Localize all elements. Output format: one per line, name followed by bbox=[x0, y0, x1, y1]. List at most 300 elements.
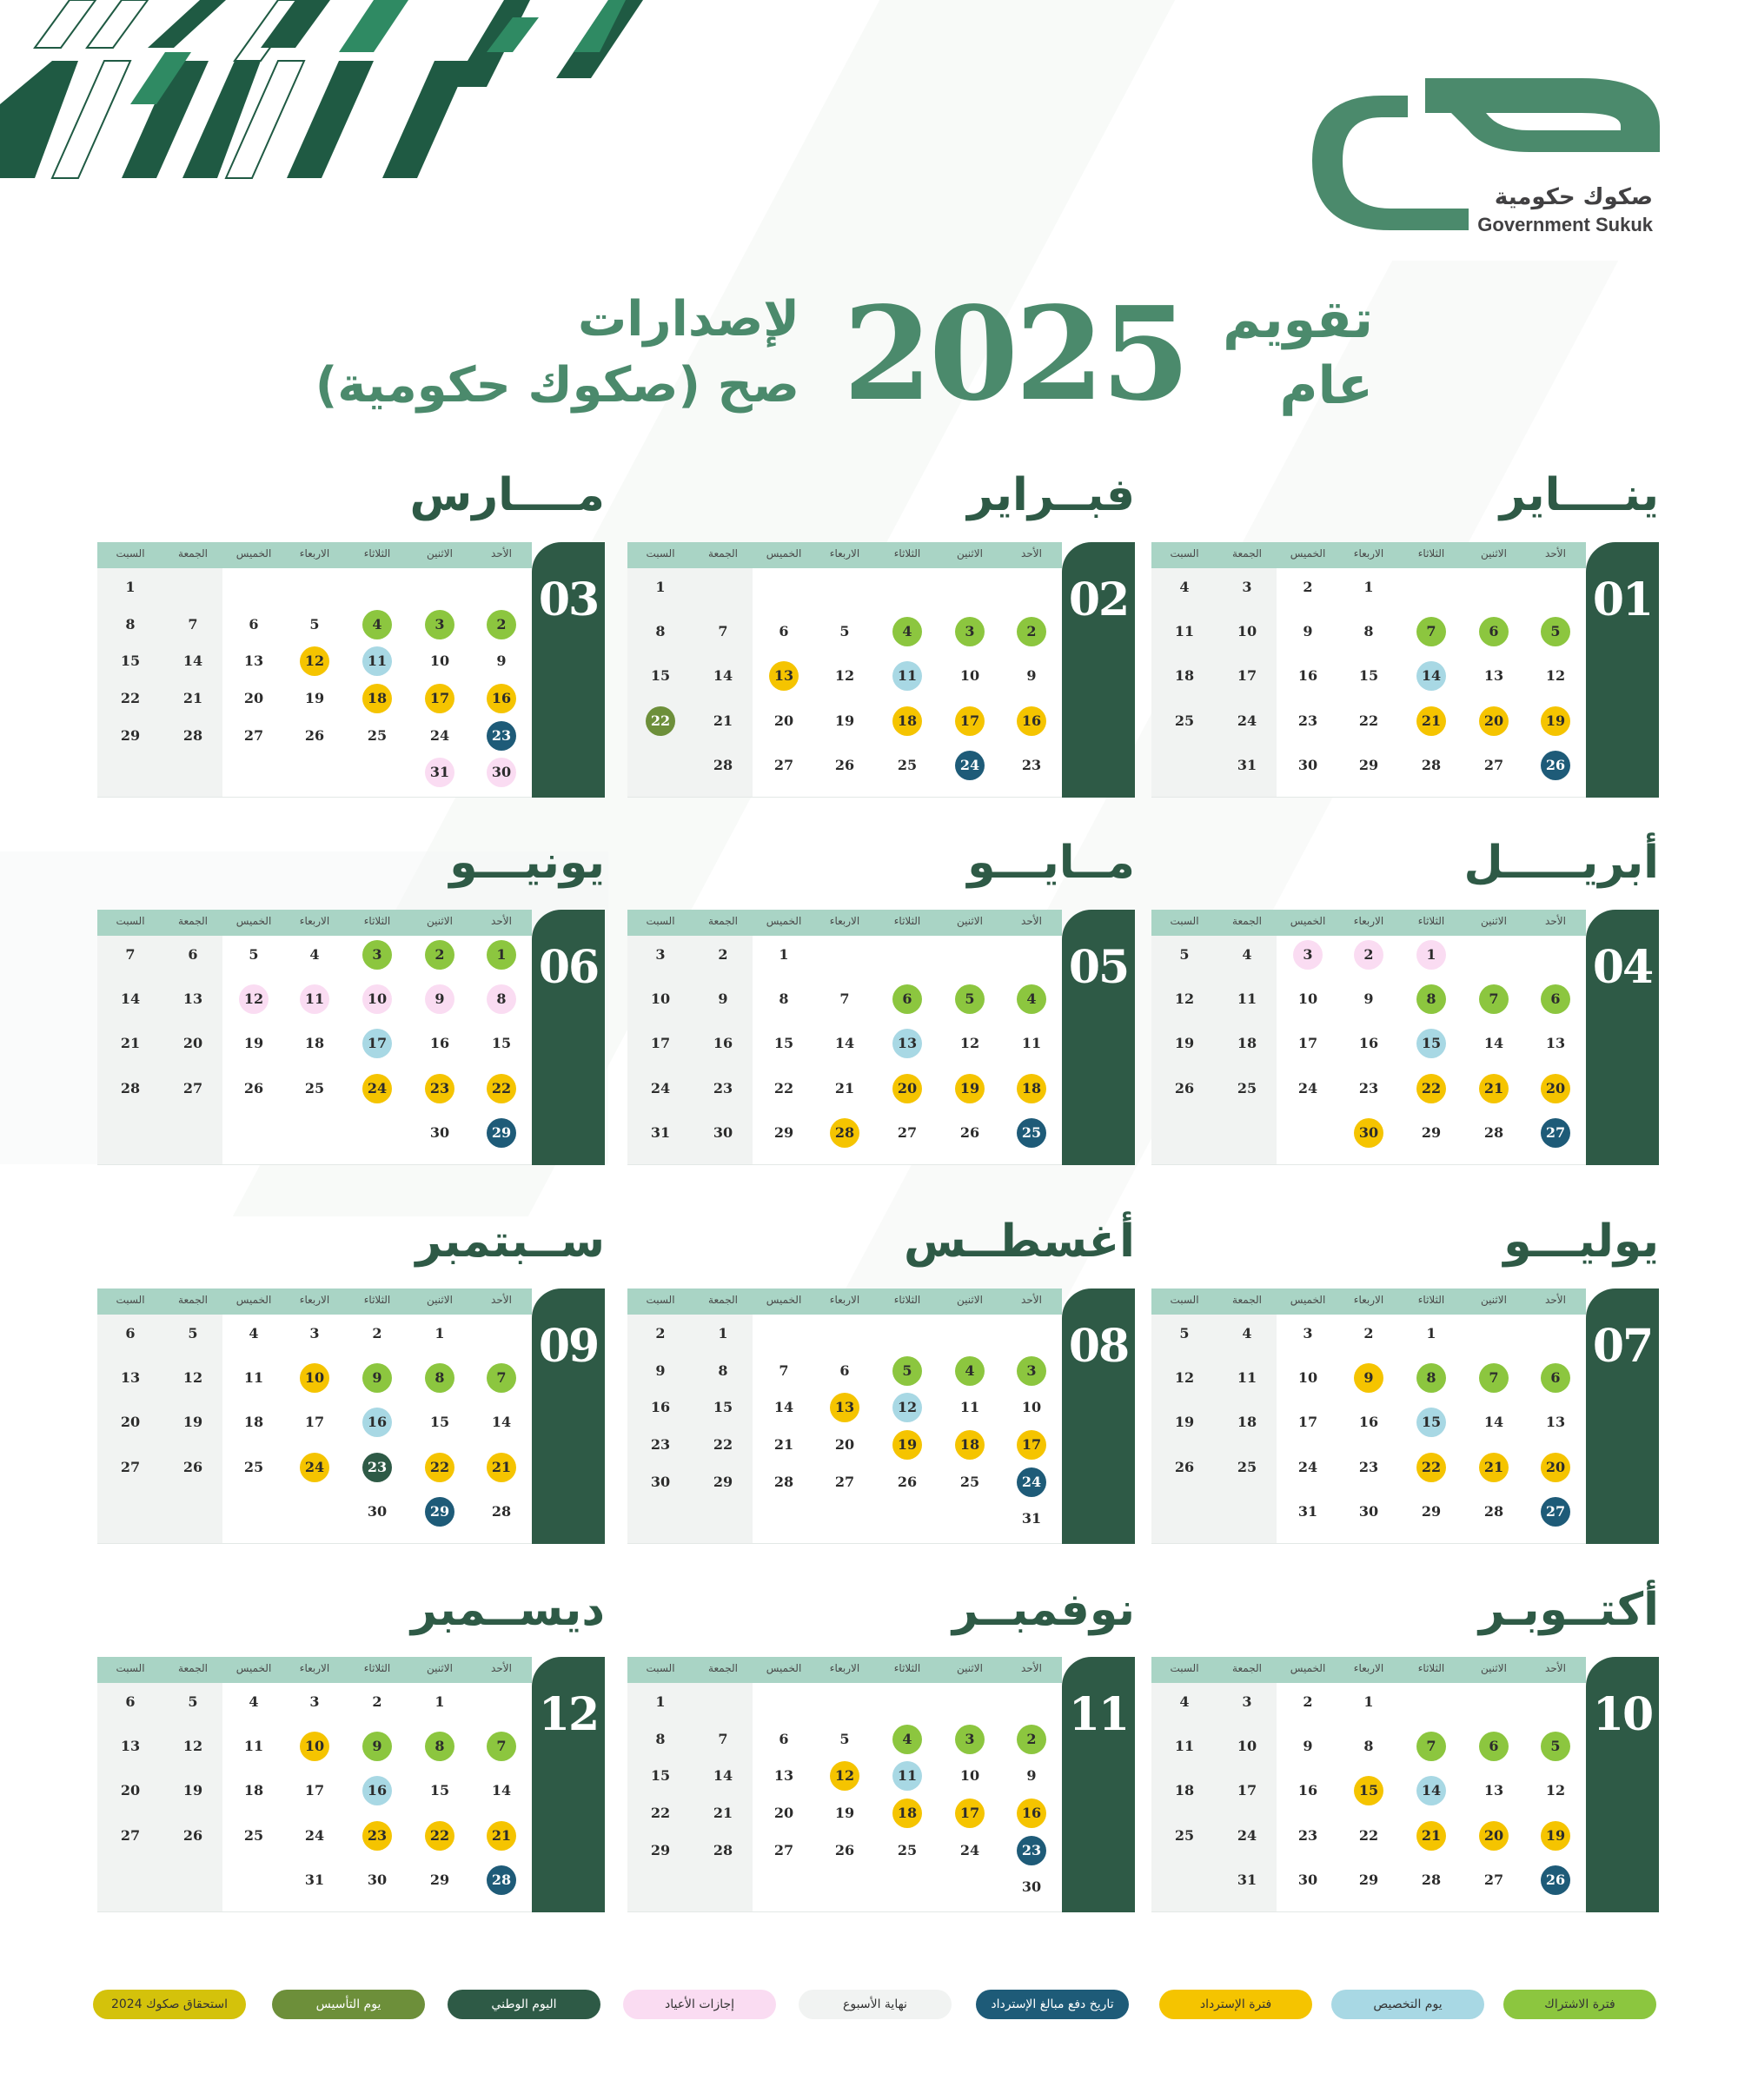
calendar-day: 5 bbox=[188, 1325, 198, 1341]
calendar-day: 2 bbox=[372, 1693, 382, 1710]
calendar-day: 29 bbox=[1358, 1871, 1379, 1888]
calendar-day: 13 bbox=[1483, 1782, 1504, 1799]
calendar-day: 10 bbox=[300, 1732, 329, 1761]
calendar-day: 29 bbox=[650, 1841, 671, 1858]
calendar-day: 8 bbox=[1363, 1738, 1374, 1755]
weekday-label: الجمعة bbox=[708, 547, 738, 560]
month-number: 07 bbox=[1592, 1320, 1653, 1373]
calendar-day: 4 bbox=[892, 617, 922, 646]
calendar-day: 25 bbox=[304, 1079, 325, 1096]
calendar-day: 15 bbox=[120, 653, 141, 670]
month-name: أبريـــــل bbox=[1463, 837, 1659, 889]
weekday-label: الخميس bbox=[1290, 547, 1326, 560]
calendar-day: 15 bbox=[713, 1399, 733, 1416]
calendar-day: 26 bbox=[959, 1123, 980, 1141]
calendar-day: 3 bbox=[309, 1693, 320, 1710]
calendar-day: 23 bbox=[1358, 1079, 1379, 1096]
calendar-day: 12 bbox=[959, 1035, 980, 1052]
calendar-day: 8 bbox=[655, 1730, 666, 1747]
title-line-3: لإصدارات bbox=[577, 291, 799, 348]
weekday-label: الأحد bbox=[1021, 915, 1042, 927]
calendar-day: 7 bbox=[779, 1361, 789, 1379]
calendar-day: 6 bbox=[1541, 984, 1570, 1014]
calendar-day: 12 bbox=[1174, 1369, 1195, 1387]
calendar-day: 4 bbox=[1179, 1693, 1190, 1710]
calendar-day: 30 bbox=[1021, 1878, 1042, 1896]
legend-item: إجازات الأعياد bbox=[623, 1990, 776, 2019]
calendar-day: 11 bbox=[1174, 623, 1195, 640]
calendar-day: 11 bbox=[1174, 1738, 1195, 1755]
calendar-day: 19 bbox=[182, 1782, 203, 1799]
logo-english-text: Government Sukuk bbox=[1477, 214, 1653, 235]
weekday-label: الجمعة bbox=[708, 915, 738, 927]
calendar-day: 12 bbox=[182, 1369, 203, 1387]
calendar-day: 25 bbox=[367, 726, 388, 744]
calendar-day: 7 bbox=[487, 1732, 516, 1761]
calendar-day: 16 bbox=[362, 1776, 392, 1805]
calendar-day: 26 bbox=[1541, 751, 1570, 780]
calendar-day: 17 bbox=[304, 1782, 325, 1799]
calendar-day: 1 bbox=[1416, 940, 1446, 970]
calendar-day: 31 bbox=[1021, 1510, 1042, 1527]
weekday-label: الثلاثاء bbox=[1417, 915, 1445, 927]
calendar-day: 29 bbox=[487, 1118, 516, 1148]
calendar-day: 1 bbox=[125, 579, 136, 595]
weekday-label: الثلاثاء bbox=[363, 1662, 391, 1674]
calendar-day: 9 bbox=[1303, 1738, 1313, 1755]
weekday-label: الثلاثاء bbox=[363, 1294, 391, 1306]
calendar-day: 3 bbox=[1242, 1693, 1252, 1710]
weekday-label: السبت bbox=[1170, 1294, 1199, 1306]
weekend-column bbox=[97, 568, 222, 798]
calendar-day: 14 bbox=[120, 990, 141, 1008]
calendar-day: 13 bbox=[120, 1369, 141, 1387]
weekday-label: الأحد bbox=[1021, 547, 1042, 560]
calendar-day: 16 bbox=[713, 1035, 733, 1052]
calendar-day: 18 bbox=[1237, 1035, 1257, 1052]
calendar-day: 16 bbox=[1017, 706, 1046, 736]
calendar-day: 23 bbox=[713, 1079, 733, 1096]
weekday-label: السبت bbox=[1170, 547, 1199, 560]
calendar-day: 31 bbox=[304, 1871, 325, 1888]
weekday-label: الاربعاء bbox=[299, 1294, 330, 1306]
weekday-label: الثلاثاء bbox=[893, 915, 921, 927]
calendar-day: 2 bbox=[718, 946, 728, 963]
calendar-day: 19 bbox=[1174, 1414, 1195, 1431]
weekday-label: الجمعة bbox=[178, 1294, 208, 1306]
calendar-day: 5 bbox=[1541, 1732, 1570, 1761]
weekday-label: الجمعة bbox=[178, 547, 208, 560]
calendar-day: 11 bbox=[300, 984, 329, 1014]
calendar-day: 9 bbox=[362, 1363, 392, 1393]
calendar-day: 22 bbox=[646, 706, 675, 736]
weekday-label: الاثنين bbox=[427, 1294, 453, 1306]
calendar-day: 7 bbox=[188, 615, 198, 633]
calendar-day: 1 bbox=[718, 1325, 728, 1341]
calendar-day: 5 bbox=[839, 623, 850, 640]
bottom-rule bbox=[1151, 1164, 1586, 1165]
weekday-header-row bbox=[627, 1657, 1062, 1683]
title-line-4: صح (صكوك حكومية) bbox=[315, 357, 799, 414]
calendar-day: 30 bbox=[713, 1123, 733, 1141]
calendar-day: 16 bbox=[429, 1035, 450, 1052]
weekday-label: الجمعة bbox=[708, 1662, 738, 1674]
calendar-day: 5 bbox=[1179, 1325, 1190, 1341]
calendar-day: 4 bbox=[249, 1325, 259, 1341]
bottom-rule bbox=[627, 1543, 1062, 1544]
calendar-day: 27 bbox=[834, 1473, 855, 1490]
calendar-day: 31 bbox=[1237, 756, 1257, 773]
calendar-day: 19 bbox=[1541, 1821, 1570, 1851]
calendar-day: 23 bbox=[425, 1074, 454, 1103]
calendar-day: 2 bbox=[1354, 940, 1383, 970]
calendar-day: 10 bbox=[1297, 990, 1318, 1008]
calendar-day: 16 bbox=[1358, 1414, 1379, 1431]
calendar-day: 1 bbox=[1426, 1325, 1436, 1341]
calendar-day: 4 bbox=[249, 1693, 259, 1710]
calendar-day: 22 bbox=[425, 1821, 454, 1851]
calendar-day: 24 bbox=[1297, 1458, 1318, 1475]
calendar-day: 2 bbox=[655, 1325, 666, 1341]
month-number: 08 bbox=[1068, 1320, 1129, 1373]
month-number: 11 bbox=[1068, 1688, 1129, 1741]
calendar-day: 19 bbox=[892, 1430, 922, 1460]
calendar-day: 8 bbox=[1363, 623, 1374, 640]
calendar-day: 9 bbox=[1354, 1363, 1383, 1393]
calendar-day: 12 bbox=[1174, 990, 1195, 1008]
weekday-header-row bbox=[627, 910, 1062, 936]
weekday-label: الأحد bbox=[1021, 1662, 1042, 1674]
title-line-1: تقويم bbox=[1223, 289, 1373, 350]
calendar-day: 7 bbox=[487, 1363, 516, 1393]
calendar-day: 24 bbox=[650, 1079, 671, 1096]
calendar-day: 22 bbox=[1416, 1074, 1446, 1103]
calendar-day: 28 bbox=[491, 1502, 512, 1520]
calendar-day: 21 bbox=[1416, 706, 1446, 736]
calendar-day: 21 bbox=[1416, 1821, 1446, 1851]
calendar-day: 15 bbox=[1358, 667, 1379, 685]
month-calendar bbox=[97, 1216, 605, 1544]
month-calendar bbox=[627, 1216, 1135, 1544]
calendar-day: 18 bbox=[955, 1430, 985, 1460]
calendar-day: 17 bbox=[955, 1799, 985, 1828]
weekday-label: الاربعاء bbox=[299, 915, 330, 927]
calendar-day: 28 bbox=[1421, 1871, 1442, 1888]
bottom-rule bbox=[97, 797, 532, 798]
calendar-day: 1 bbox=[655, 1693, 666, 1710]
calendar-day: 3 bbox=[955, 617, 985, 646]
calendar-day: 1 bbox=[779, 946, 789, 963]
calendar-day: 8 bbox=[779, 990, 789, 1008]
calendar-day: 17 bbox=[1237, 1782, 1257, 1799]
weekday-label: الجمعة bbox=[1232, 915, 1262, 927]
calendar-day: 20 bbox=[773, 712, 794, 729]
calendar-day: 7 bbox=[718, 623, 728, 640]
calendar-day: 26 bbox=[182, 1826, 203, 1844]
calendar-day: 18 bbox=[362, 684, 392, 713]
calendar-day: 7 bbox=[1416, 617, 1446, 646]
weekday-label: الاربعاء bbox=[829, 1662, 860, 1674]
calendar-day: 3 bbox=[425, 610, 454, 639]
calendar-day: 8 bbox=[1416, 984, 1446, 1014]
calendar-day: 2 bbox=[425, 940, 454, 970]
calendar-day: 23 bbox=[1021, 756, 1042, 773]
calendar-day: 21 bbox=[1479, 1074, 1509, 1103]
calendar-day: 23 bbox=[650, 1436, 671, 1453]
month-calendar bbox=[97, 469, 605, 798]
calendar-day: 31 bbox=[425, 758, 454, 787]
calendar-day: 28 bbox=[713, 1841, 733, 1858]
calendar-day: 27 bbox=[773, 756, 794, 773]
month-number: 10 bbox=[1592, 1688, 1653, 1741]
calendar-day: 12 bbox=[239, 984, 269, 1014]
calendar-day: 24 bbox=[959, 1841, 980, 1858]
calendar-day: 28 bbox=[1421, 756, 1442, 773]
weekday-label: الاربعاء bbox=[299, 1662, 330, 1674]
calendar-day: 29 bbox=[773, 1123, 794, 1141]
month-number: 03 bbox=[538, 573, 599, 626]
calendar-day: 14 bbox=[834, 1035, 855, 1052]
calendar-day: 4 bbox=[1017, 984, 1046, 1014]
calendar-day: 24 bbox=[955, 751, 985, 780]
weekday-label: الثلاثاء bbox=[363, 915, 391, 927]
calendar-day: 15 bbox=[1416, 1029, 1446, 1058]
calendar-day: 5 bbox=[249, 946, 259, 963]
calendar-day: 26 bbox=[243, 1079, 264, 1096]
calendar-day: 20 bbox=[1541, 1074, 1570, 1103]
calendar-day: 27 bbox=[182, 1079, 203, 1096]
weekday-label: الاربعاء bbox=[829, 547, 860, 560]
calendar-day: 28 bbox=[713, 756, 733, 773]
calendar-day: 27 bbox=[120, 1458, 141, 1475]
calendar-day: 18 bbox=[1017, 1074, 1046, 1103]
weekday-label: الثلاثاء bbox=[1417, 547, 1445, 560]
weekday-label: الأحد bbox=[1021, 1294, 1042, 1306]
calendar-day: 12 bbox=[1545, 667, 1566, 685]
calendar-day: 4 bbox=[955, 1356, 985, 1386]
calendar-day: 8 bbox=[487, 984, 516, 1014]
weekday-label: السبت bbox=[646, 1662, 675, 1674]
calendar-day: 8 bbox=[1416, 1363, 1446, 1393]
month-number: 02 bbox=[1068, 573, 1129, 626]
calendar-day: 24 bbox=[300, 1453, 329, 1482]
calendar-day: 29 bbox=[713, 1473, 733, 1490]
weekday-label: الخميس bbox=[235, 547, 272, 560]
calendar-day: 13 bbox=[773, 1767, 794, 1785]
weekday-header-row bbox=[627, 542, 1062, 568]
month-name: فبــراير bbox=[967, 469, 1135, 521]
calendar-day: 11 bbox=[892, 661, 922, 691]
month-number: 05 bbox=[1068, 941, 1129, 994]
calendar-day: 24 bbox=[1237, 1826, 1257, 1844]
weekday-label: الاثنين bbox=[427, 1662, 453, 1674]
calendar-day: 25 bbox=[1237, 1079, 1257, 1096]
calendar-day: 18 bbox=[892, 1799, 922, 1828]
weekday-label: الاربعاء bbox=[1353, 547, 1384, 560]
calendar-day: 23 bbox=[1297, 1826, 1318, 1844]
calendar-day: 20 bbox=[1541, 1453, 1570, 1482]
calendar-day: 30 bbox=[367, 1871, 388, 1888]
calendar-day: 7 bbox=[1416, 1732, 1446, 1761]
calendar-day: 18 bbox=[1174, 667, 1195, 685]
calendar-day: 23 bbox=[1297, 712, 1318, 729]
title-year: 2025 bbox=[843, 278, 1187, 429]
bottom-rule bbox=[97, 1911, 532, 1912]
calendar-day: 1 bbox=[434, 1325, 445, 1341]
bottom-rule bbox=[627, 1911, 1062, 1912]
calendar-day: 21 bbox=[773, 1436, 794, 1453]
calendar-day: 22 bbox=[425, 1453, 454, 1482]
calendar-day: 19 bbox=[834, 1805, 855, 1821]
calendar-day: 19 bbox=[243, 1035, 264, 1052]
calendar-day: 26 bbox=[1174, 1079, 1195, 1096]
calendar-day: 13 bbox=[769, 661, 799, 691]
calendar-day: 30 bbox=[1358, 1502, 1379, 1520]
calendar-day: 2 bbox=[487, 610, 516, 639]
weekday-label: السبت bbox=[1170, 915, 1199, 927]
calendar-day: 26 bbox=[897, 1473, 918, 1490]
calendar-day: 28 bbox=[830, 1118, 859, 1148]
calendar-day: 21 bbox=[834, 1079, 855, 1096]
weekday-label: الثلاثاء bbox=[363, 547, 391, 560]
calendar-day: 23 bbox=[362, 1821, 392, 1851]
bottom-rule bbox=[627, 797, 1062, 798]
weekday-label: الاثنين bbox=[957, 915, 983, 927]
logo-arabic-text: صكوك حكومية bbox=[1494, 184, 1653, 210]
calendar-day: 25 bbox=[1017, 1118, 1046, 1148]
calendar-day: 15 bbox=[650, 1767, 671, 1785]
calendar-day: 6 bbox=[892, 984, 922, 1014]
calendar-day: 27 bbox=[897, 1123, 918, 1141]
calendar-day: 17 bbox=[1237, 667, 1257, 685]
calendar-day: 4 bbox=[1242, 1325, 1252, 1341]
calendar-day: 20 bbox=[773, 1805, 794, 1821]
legend-item: يوم التخصيص bbox=[1331, 1990, 1484, 2019]
calendar-day: 21 bbox=[182, 690, 203, 706]
weekday-label: الاربعاء bbox=[1353, 915, 1384, 927]
weekend-column bbox=[627, 1315, 753, 1544]
weekday-label: السبت bbox=[646, 547, 675, 560]
calendar-day: 13 bbox=[182, 990, 203, 1008]
calendar-day: 22 bbox=[713, 1436, 733, 1453]
weekday-label: الاثنين bbox=[957, 1662, 983, 1674]
calendar-day: 11 bbox=[1021, 1035, 1042, 1052]
calendar-day: 14 bbox=[1416, 1776, 1446, 1805]
calendar-day: 29 bbox=[120, 726, 141, 744]
weekday-label: الخميس bbox=[235, 1294, 272, 1306]
calendar-day: 10 bbox=[1237, 1738, 1257, 1755]
calendar-day: 15 bbox=[1354, 1776, 1383, 1805]
bottom-rule bbox=[627, 1164, 1062, 1165]
weekday-label: الخميس bbox=[766, 915, 802, 927]
calendar-day: 16 bbox=[362, 1408, 392, 1437]
calendar-day: 16 bbox=[487, 684, 516, 713]
legend-item: يوم التأسيس bbox=[272, 1990, 425, 2019]
calendar-day: 20 bbox=[834, 1436, 855, 1453]
calendar-day: 11 bbox=[243, 1369, 264, 1387]
weekday-label: الأحد bbox=[491, 1662, 512, 1674]
calendar-day: 30 bbox=[650, 1473, 671, 1490]
calendar-day: 7 bbox=[125, 946, 136, 963]
calendar-day: 3 bbox=[1242, 579, 1252, 595]
calendar-day: 2 bbox=[1363, 1325, 1374, 1341]
calendar-day: 31 bbox=[1297, 1502, 1318, 1520]
calendar-day: 12 bbox=[834, 667, 855, 685]
calendar-day: 22 bbox=[650, 1805, 671, 1821]
calendar-day: 30 bbox=[429, 1123, 450, 1141]
calendar-day: 20 bbox=[120, 1414, 141, 1431]
calendar-day: 18 bbox=[1237, 1414, 1257, 1431]
calendar-day: 24 bbox=[429, 726, 450, 744]
calendar-day: 4 bbox=[362, 610, 392, 639]
calendar-day: 6 bbox=[188, 946, 198, 963]
month-name: أكتــوبـر bbox=[1478, 1584, 1659, 1636]
weekday-label: الاربعاء bbox=[1353, 1294, 1384, 1306]
calendar-day: 18 bbox=[892, 706, 922, 736]
calendar-day: 25 bbox=[243, 1826, 264, 1844]
calendar-day: 9 bbox=[1363, 990, 1374, 1008]
legend-item: اليوم الوطني bbox=[448, 1990, 600, 2019]
calendar-day: 20 bbox=[1479, 706, 1509, 736]
weekday-label: السبت bbox=[116, 1662, 145, 1674]
calendar-day: 10 bbox=[1237, 623, 1257, 640]
calendar-day: 22 bbox=[1358, 712, 1379, 729]
weekday-label: الخميس bbox=[1290, 1294, 1326, 1306]
calendar-day: 18 bbox=[1174, 1782, 1195, 1799]
calendar-day: 23 bbox=[362, 1453, 392, 1482]
weekday-header-row bbox=[97, 910, 532, 936]
weekday-label: السبت bbox=[646, 915, 675, 927]
month-name: يوليـــو bbox=[1503, 1216, 1659, 1268]
calendar-day: 8 bbox=[425, 1363, 454, 1393]
calendar-day: 19 bbox=[955, 1074, 985, 1103]
calendar-day: 9 bbox=[718, 990, 728, 1008]
legend-item: تاريخ دفع مبالغ الإسترداد bbox=[976, 1990, 1129, 2019]
calendar-day: 14 bbox=[773, 1399, 794, 1416]
weekday-label: الخميس bbox=[235, 915, 272, 927]
calendar-day: 5 bbox=[1179, 946, 1190, 963]
weekday-label: السبت bbox=[646, 1294, 675, 1306]
calendar-day: 15 bbox=[773, 1035, 794, 1052]
calendar-day: 27 bbox=[773, 1841, 794, 1858]
calendar-day: 7 bbox=[839, 990, 850, 1008]
calendar-day: 3 bbox=[309, 1325, 320, 1341]
month-number: 09 bbox=[538, 1320, 599, 1373]
calendar-day: 9 bbox=[1026, 1767, 1037, 1785]
calendar-day: 4 bbox=[309, 946, 320, 963]
weekday-label: الأحد bbox=[1545, 1294, 1566, 1306]
calendar-day: 3 bbox=[1017, 1356, 1046, 1386]
calendar-day: 21 bbox=[120, 1035, 141, 1052]
calendar-day: 9 bbox=[425, 984, 454, 1014]
calendar-day: 2 bbox=[1303, 579, 1313, 595]
weekday-label: الأحد bbox=[1545, 915, 1566, 927]
month-calendar bbox=[1151, 837, 1659, 1165]
calendar-day: 2 bbox=[1303, 1693, 1313, 1710]
bottom-rule bbox=[1151, 797, 1586, 798]
calendar-day: 15 bbox=[1416, 1408, 1446, 1437]
calendar-day: 30 bbox=[487, 758, 516, 787]
calendar-day: 20 bbox=[182, 1035, 203, 1052]
weekday-label: الاثنين bbox=[427, 547, 453, 560]
weekday-label: الاربعاء bbox=[829, 1294, 860, 1306]
month-calendar bbox=[97, 1584, 605, 1912]
weekday-label: الاربعاء bbox=[829, 915, 860, 927]
calendar-day: 30 bbox=[367, 1502, 388, 1520]
calendar-day: 28 bbox=[773, 1473, 794, 1490]
calendar-day: 26 bbox=[834, 756, 855, 773]
bottom-rule bbox=[1151, 1911, 1586, 1912]
